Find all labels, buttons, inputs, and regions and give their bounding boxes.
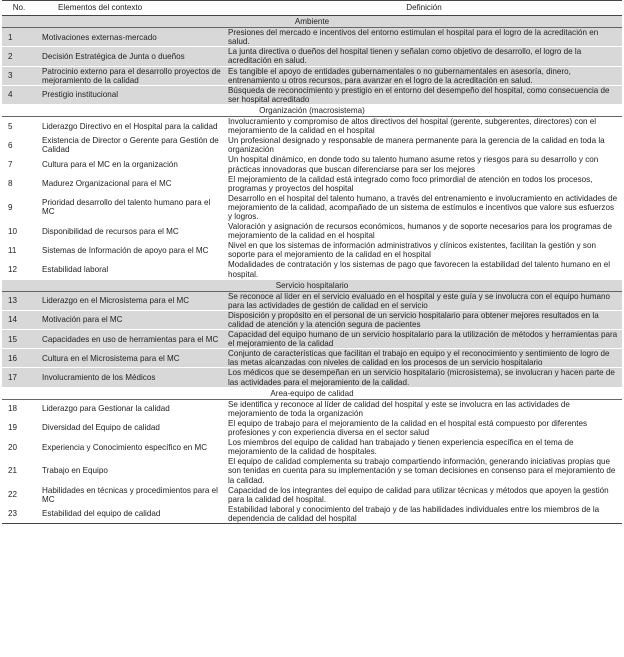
row-number: 11 bbox=[2, 241, 36, 260]
row-element: Liderazgo para Gestionar la calidad bbox=[36, 399, 226, 418]
row-number: 21 bbox=[2, 457, 36, 485]
row-number: 20 bbox=[2, 438, 36, 457]
table-row bbox=[2, 193, 622, 221]
row-definition: Es tangible el apoyo de entidades gubernamentales o no gubernamentales en asesoría, dinero, entrenamiento u otros recursos, para avanzar en el logro de la acreditación en salud. bbox=[226, 66, 622, 85]
row-element: Involucramiento de los Médicos bbox=[36, 368, 226, 387]
row-definition: Se reconoce al líder en el servicio evaluado en el hospital y este guía y se involucra con el equipo humano para las actividades de gestión de calidad en el servicio bbox=[226, 291, 622, 310]
row-number: 7 bbox=[2, 155, 36, 174]
row-element: Madurez Organizacional para el MC bbox=[36, 174, 226, 193]
row-definition: Conjunto de características que facilitan el trabajo en equipo y el reconocimiento y sentimiento de logro de las metas alcanzadas con niveles de calidad en los procesos de un servicio hospitalario bbox=[226, 349, 622, 368]
row-definition: Capacidad de los integrantes del equipo de calidad para utilizar técnicas y métodos que apoyen la gestión para la calidad del hospital. bbox=[226, 485, 622, 504]
table-body bbox=[2, 16, 622, 524]
row-definition: Se identifica y reconoce al líder de calidad del hospital y este se involucra en las actividades de mejoramiento de toda la organización bbox=[226, 399, 622, 418]
row-number: 8 bbox=[2, 174, 36, 193]
row-number: 23 bbox=[2, 504, 36, 523]
row-definition: Nivel en que los sistemas de información administrativos y clínicos existentes, facilitan la gestión y son soporte para el mejoramiento de la calidad en el hospital bbox=[226, 241, 622, 260]
section-title: Ambiente bbox=[2, 16, 622, 28]
row-element: Estabilidad del equipo de calidad bbox=[36, 504, 226, 523]
table-row bbox=[2, 136, 622, 155]
table-row bbox=[2, 155, 622, 174]
row-number: 13 bbox=[2, 291, 36, 310]
row-definition: Un hospital dinámico, en donde todo su talento humano asume retos y riesgos para su desarrollo y con prácticas innovadoras que buscan diferenciarse para ser los mejores bbox=[226, 155, 622, 174]
table-row bbox=[2, 368, 622, 387]
row-number: 3 bbox=[2, 66, 36, 85]
table-row bbox=[2, 66, 622, 85]
table-row bbox=[2, 418, 622, 437]
row-number: 17 bbox=[2, 368, 36, 387]
row-element: Liderazgo Directivo en el Hospital para la calidad bbox=[36, 117, 226, 136]
row-element: Disponibilidad de recursos para el MC bbox=[36, 222, 226, 241]
row-number: 14 bbox=[2, 310, 36, 329]
row-element: Existencia de Director o Gerente para Gestión de Calidad bbox=[36, 136, 226, 155]
row-element: Experiencia y Conocimiento específico en MC bbox=[36, 438, 226, 457]
table-row bbox=[2, 260, 622, 279]
row-number: 2 bbox=[2, 47, 36, 66]
row-element: Prestigio institucional bbox=[36, 85, 226, 104]
row-number: 10 bbox=[2, 222, 36, 241]
header-element: Elementos del contexto bbox=[36, 1, 226, 16]
row-definition: Modalidades de contratación y los sistemas de pago que favorecen la estabilidad del talento humano en el hospital. bbox=[226, 260, 622, 279]
table-row bbox=[2, 28, 622, 47]
row-element: Cultura para el MC en la organización bbox=[36, 155, 226, 174]
row-definition: El equipo de trabajo para el mejoramiento de la calidad en el hospital está compuesto por diferentes profesiones y con experiencia diversa en el sector salud bbox=[226, 418, 622, 437]
table-row bbox=[2, 85, 622, 104]
row-number: 18 bbox=[2, 399, 36, 418]
row-number: 1 bbox=[2, 28, 36, 47]
table-row bbox=[2, 457, 622, 485]
context-elements-table bbox=[2, 0, 622, 524]
table-row bbox=[2, 485, 622, 504]
row-element: Habilidades en técnicas y procedimientos para el MC bbox=[36, 485, 226, 504]
row-definition: Capacidad del equipo humano de un servicio hospitalario para la utilización de métodos y herramientas para el mejoramiento de la calidad bbox=[226, 330, 622, 349]
row-number: 12 bbox=[2, 260, 36, 279]
row-definition: Involucramiento y compromiso de altos directivos del hospital (gerente, subgerentes, directores) con el mejoramiento de la calidad en el hospital bbox=[226, 117, 622, 136]
header-no: No. bbox=[2, 1, 36, 16]
row-definition: Un profesional designado y responsable de manera permanente para la gerencia de la calidad en toda la organización bbox=[226, 136, 622, 155]
row-definition: El mejoramiento de la calidad está integrado como foco primordial de atención en todos los procesos, programas y proyectos del hospital bbox=[226, 174, 622, 193]
table-row bbox=[2, 330, 622, 349]
row-element: Cultura en el Microsistema para el MC bbox=[36, 349, 226, 368]
table-row bbox=[2, 399, 622, 418]
table-row bbox=[2, 117, 622, 136]
row-element: Liderazgo en el Microsistema para el MC bbox=[36, 291, 226, 310]
table-row bbox=[2, 349, 622, 368]
row-number: 15 bbox=[2, 330, 36, 349]
row-number: 22 bbox=[2, 485, 36, 504]
row-number: 19 bbox=[2, 418, 36, 437]
row-definition: Presiones del mercado e incentivos del entorno estimulan el hospital para el logro de la acreditación en salud. bbox=[226, 28, 622, 47]
row-element: Decisión Estratégica de Junta o dueños bbox=[36, 47, 226, 66]
table-row bbox=[2, 291, 622, 310]
table-row bbox=[2, 438, 622, 457]
section-title: Organización (macrosistema) bbox=[2, 104, 622, 116]
row-element: Sistemas de Información de apoyo para el MC bbox=[36, 241, 226, 260]
table-row bbox=[2, 310, 622, 329]
row-element: Prioridad desarrollo del talento humano para el MC bbox=[36, 193, 226, 221]
table-row bbox=[2, 241, 622, 260]
row-number: 6 bbox=[2, 136, 36, 155]
table-row bbox=[2, 47, 622, 66]
row-element: Capacidades en uso de herramientas para el MC bbox=[36, 330, 226, 349]
row-number: 4 bbox=[2, 85, 36, 104]
section-header-row bbox=[2, 387, 622, 399]
row-definition: Búsqueda de reconocimiento y prestigio en el entorno del desempeño del hospital, como consecuencia de ser hospital acreditado bbox=[226, 85, 622, 104]
row-definition: Desarrollo en el hospital del talento humano, a través del entrenamiento e involucramiento en actividades de mejoramiento de la calidad, acompañado de un sistema de estímulos e incentivos que valore sus esfuerzos y logros. bbox=[226, 193, 622, 221]
section-title: Servicio hospitalario bbox=[2, 279, 622, 291]
section-header-row bbox=[2, 279, 622, 291]
row-number: 5 bbox=[2, 117, 36, 136]
section-header-row bbox=[2, 16, 622, 28]
row-definition: La junta directiva o dueños del hospital tienen y señalan como objetivo de desarrollo, el logro de la acreditación en salud. bbox=[226, 47, 622, 66]
row-element: Diversidad del Equipo de calidad bbox=[36, 418, 226, 437]
table-header-row bbox=[2, 1, 622, 16]
row-definition: Los miembros del equipo de calidad han trabajado y tienen experiencia específica en el tema de mejoramiento de la calidad de hospitales. bbox=[226, 438, 622, 457]
row-definition: El equipo de calidad complementa su trabajo compartiendo información, generando iniciativas propias que son tenidas en cuenta para su implementación y se toman decisiones en consenso para el mejoramiento de la calidad. bbox=[226, 457, 622, 485]
header-definition: Definición bbox=[226, 1, 622, 16]
table-row bbox=[2, 174, 622, 193]
row-definition: Disposición y propósito en el personal de un servicio hospitalario para obtener mejores resultados en la calidad de atención y la atención segura de pacientes bbox=[226, 310, 622, 329]
row-element: Trabajo en Equipo bbox=[36, 457, 226, 485]
row-element: Motivación para el MC bbox=[36, 310, 226, 329]
row-definition: Los médicos que se desempeñan en un servicio hospitalario (microsistema), se involucran y hacen parte de las actividades para el mejoramiento de la calidad. bbox=[226, 368, 622, 387]
row-definition: Estabilidad laboral y conocimiento del trabajo y de las habilidades individuales entre los miembros de la dependencia de calidad del hospital bbox=[226, 504, 622, 523]
row-number: 16 bbox=[2, 349, 36, 368]
row-element: Estabilidad laboral bbox=[36, 260, 226, 279]
table-row bbox=[2, 222, 622, 241]
table-row bbox=[2, 504, 622, 523]
row-definition: Valoración y asignación de recursos económicos, humanos y de soporte necesarios para los programas de mejoramiento de la calidad en el hospital bbox=[226, 222, 622, 241]
section-header-row bbox=[2, 104, 622, 116]
row-number: 9 bbox=[2, 193, 36, 221]
section-title: Area-equipo de calidad bbox=[2, 387, 622, 399]
row-element: Motivaciones externas-mercado bbox=[36, 28, 226, 47]
row-element: Patrocinio externo para el desarrollo proyectos de mejoramiento de la calidad bbox=[36, 66, 226, 85]
